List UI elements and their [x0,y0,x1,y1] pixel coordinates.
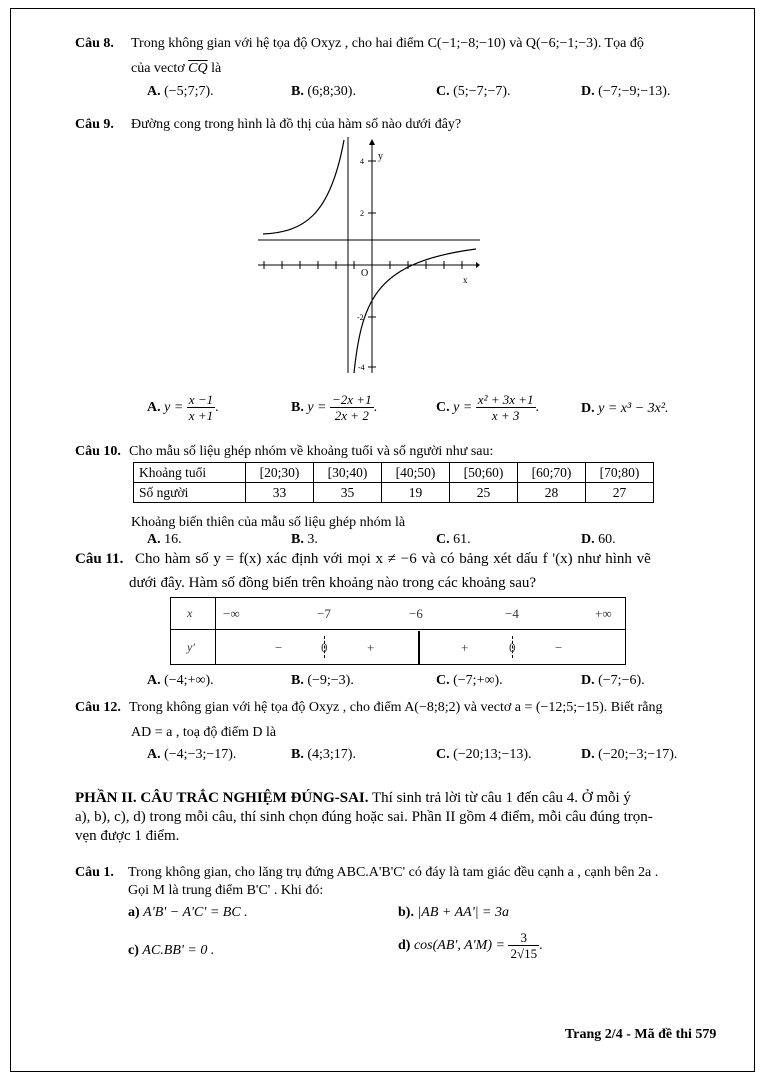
q11-option-b[interactable]: B. (−9;−3). [291,673,354,688]
q10-option-a[interactable]: A. 16. [147,532,182,547]
p2q1-statement-d[interactable]: d) cos(AB', A'M) = $\frac{3}{2√15}$ . [398,930,543,962]
question-12-text-2: AD = a , toạ độ điểm D là [131,725,277,740]
q10-grouped-data-table [133,462,654,503]
q11-option-a[interactable]: A. (−4;+∞). [147,673,214,688]
xval-neg-inf: −∞ [223,606,240,621]
q11-sign-chart [170,597,626,665]
q9-option-a[interactable]: A. y = $\frac{x -1}{x +1}$ . [147,392,219,424]
sign-4: − [555,640,563,655]
xval-pos-inf: +∞ [595,606,612,621]
table-cell: [20;30) [246,463,314,483]
q9-option-c[interactable]: C. y = $\frac{\text{x² + 3x +1}}{x + 3}$ . [436,392,540,424]
y-axis-label: y [378,151,383,162]
p2q1-statement-c[interactable]: c) AC.BB' = 0 . [128,943,215,958]
question-11-text-2: dưới đây. Hàm số đồng biến trên khoảng nào trong các khoảng sau? [129,575,537,591]
x-axis-label: x [463,275,468,285]
tick-4: 4 [360,157,364,166]
part-2-line-2: a), b), c), d) trong mỗi câu, thí sinh chọn đúng hoặc sai. Phần II gồm 4 điểm, mỗi câu đúng trọn- [75,809,653,825]
table-cell: [30;40) [314,463,382,483]
question-9-label: Câu 9. [75,117,114,132]
question-10-label: Câu 10. [75,444,121,459]
page-footer: Trang 2/4 - Mã đề thi 579 [565,1027,717,1042]
table-row [134,483,654,503]
q8-option-d[interactable]: D. (−7;−9;−13). [581,84,671,99]
question-8-text: Trong không gian với hệ tọa độ Oxyz , cho hai điểm C(−1;−8;−10) và Q(−6;−1;−3). Tọa độ [131,36,644,51]
q10-option-b[interactable]: B. 3. [291,532,318,547]
q12-option-c[interactable]: C. (−20;13;−13). [436,747,532,762]
q10-option-c[interactable]: C. 61. [436,532,471,547]
tick-m2: -2 [357,313,364,322]
table-cell: [50;60) [450,463,518,483]
y-axis-arrow [369,139,375,145]
sign-zero-2: 0 [509,640,516,655]
table-cell: 25 [450,483,518,503]
q8-text3: là [211,61,222,76]
question-10-text: Cho mẫu số liệu ghép nhóm về khoảng tuổi và số người như sau: [129,444,494,459]
q12-option-a[interactable]: A. (−4;−3;−17). [147,747,237,762]
q8-option-a[interactable]: A. (−5;7;7). [147,84,214,99]
question-9-text: Đường cong trong hình là đồ thị của hàm số nào dưới đây? [131,117,462,132]
table-cell: [70;80) [586,463,654,483]
xval-neg6: −6 [409,606,423,621]
p2-question-1-label: Câu 1. [75,865,114,880]
part-2-title: PHẦN II. CÂU TRẮC NGHIỆM ĐÚNG-SAI. [75,790,369,806]
xval-neg7: −7 [317,606,331,621]
q12-option-b[interactable]: B. (4;3;17). [291,747,356,762]
part-2-line-3: vẹn được 1 điểm. [75,828,180,844]
part-2-line-1: Thí sinh trả lời từ câu 1 đến câu 4. Ở mỗi ý [371,790,631,806]
question-11-text: Cho hàm số y = f(x) xác định với mọi x ≠ −6 và có bảng xét dấu f '(x) như hình vẽ [135,551,651,567]
table-cell: 28 [518,483,586,503]
sign-zero-1: 0 [321,640,328,655]
q8-text2: của vectơ [131,61,185,76]
table-cell: [40;50) [382,463,450,483]
q11-option-c[interactable]: C. (−7;+∞). [436,673,503,688]
sign-chart-x: x [187,606,193,620]
q9-option-d[interactable]: D. y = x³ − 3x². [581,401,669,416]
question-12-label: Câu 12. [75,700,121,715]
table-cell: 33 [246,483,314,503]
question-8-label: Câu 8. [75,36,114,51]
p2q1-statement-b[interactable]: b). |AB + AA'| = 3a [398,905,509,920]
table-cell: 35 [314,483,382,503]
origin-label: O [361,268,369,279]
q9-function-graph [258,137,480,373]
part-2-header [75,789,631,808]
q9-option-b[interactable]: B. y = $\frac{-2x +1}{2x + 2}$ . [291,392,378,424]
sign-chart-yprime: y′ [187,640,195,654]
q11-option-d[interactable]: D. (−7;−6). [581,673,645,688]
table-cell: Khoảng tuổi [134,463,246,483]
question-10-text-2: Khoảng biến thiên của mẫu số liệu ghép nhóm là [131,515,406,530]
x-axis-arrow [476,262,480,268]
curve-left-branch [263,140,344,234]
table-cell: 19 [382,483,450,503]
question-11-label: Câu 11. [75,551,124,567]
xval-neg4: −4 [505,606,519,621]
p2-question-1-text-2: Gọi M là trung điểm B'C' . Khi đó: [128,883,324,898]
sign-1: − [275,640,283,655]
question-12-text: Trong không gian với hệ tọa độ Oxyz , cho điểm A(−8;8;2) và vectơ a = (−12;5;−15). Biết rằng [129,700,663,715]
q10-option-d[interactable]: D. 60. [581,532,616,547]
q8-option-c[interactable]: C. (5;−7;−7). [436,84,511,99]
table-row [134,463,654,483]
tick-m4: -4 [358,363,365,372]
q8-option-b[interactable]: B. (6;8;30). [291,84,356,99]
q12-option-d[interactable]: D. (−20;−3;−17). [581,747,678,762]
q8-vector: $\overline{CQ}$ [188,61,208,76]
table-cell: 27 [586,483,654,503]
tick-2: 2 [360,209,364,218]
p2-question-1-text: Trong không gian, cho lăng trụ đứng ABC.A'B'C' có đáy là tam giác đều cạnh a , cạnh bên 2a . [128,865,659,880]
table-cell: Số người [134,483,246,503]
sign-2: + [367,640,375,655]
p2q1-statement-a[interactable]: a) A'B' − A'C' = BC . [128,905,248,920]
sign-3: + [461,640,469,655]
table-cell: [60;70) [518,463,586,483]
question-8-text-2 [131,60,221,77]
